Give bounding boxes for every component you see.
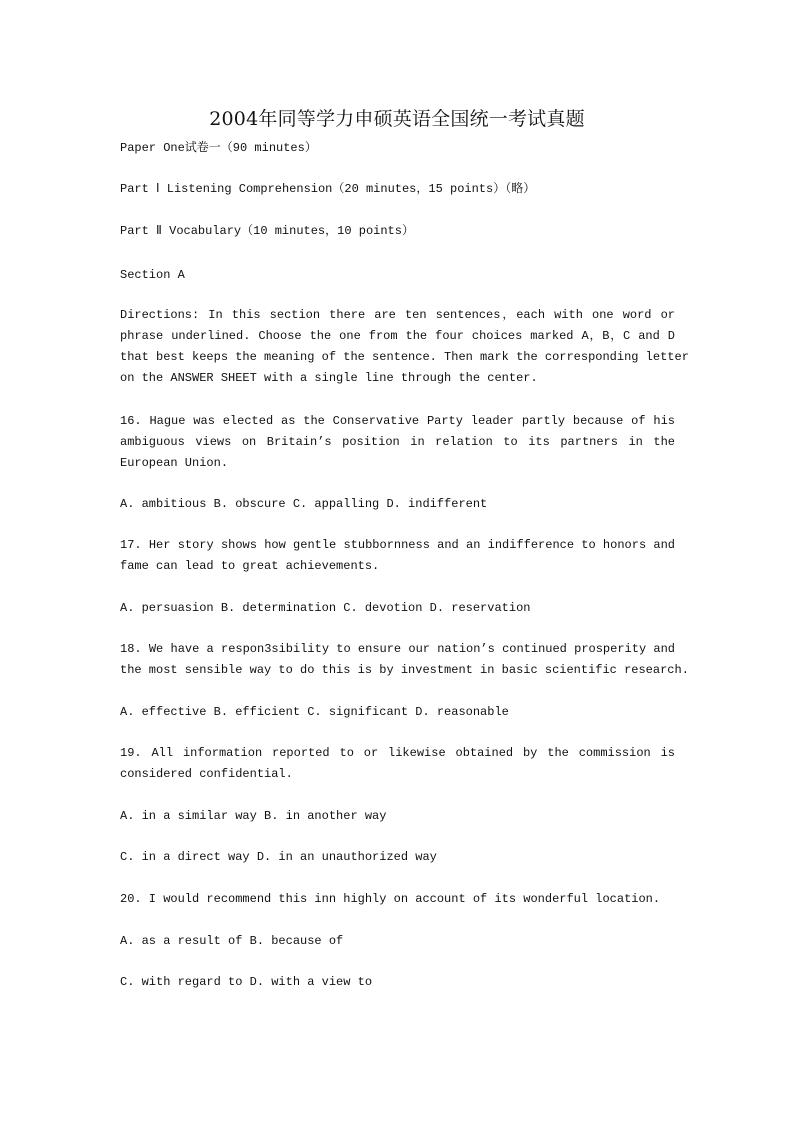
- question-18-options: A. effective B. efficient C. significant D. reasonable: [120, 705, 509, 719]
- paper-heading: Paper One试卷一（90 minutes）: [120, 141, 317, 155]
- directions-line: that best keeps the meaning of the sentence. Then mark the corresponding letter: [120, 350, 689, 364]
- directions-line: Directions: In this section there are ten sentences，each with one word or: [120, 308, 675, 322]
- question-19: [120, 743, 675, 785]
- question-20: [120, 889, 675, 910]
- question-19-options-ab: A. in a similar way B. in another way: [120, 809, 387, 823]
- question-20-options-ab: A. as a result of B. because of: [120, 934, 344, 948]
- part-two-heading: Part Ⅱ Vocabulary（10 minutes，10 points）: [120, 224, 414, 238]
- question-19-options-cd: C. in a direct way D. in an unauthorized way: [120, 850, 437, 864]
- question-line: 19. All information reported to or likewise obtained by the commission is: [120, 746, 675, 760]
- page-title: 2004年同等学力申硕英语全国统一考试真题: [209, 108, 585, 130]
- question-line: 16. Hague was elected as the Conservative Party leader partly because of his: [120, 414, 675, 428]
- directions-line: phrase underlined. Choose the one from the four choices marked A，B，C and D: [120, 329, 675, 343]
- question-line: considered confidential.: [120, 767, 293, 781]
- part-one-heading: Part Ⅰ Listening Comprehension（20 minutes，15 points）（略）: [120, 182, 536, 196]
- section-heading: Section A: [120, 268, 185, 282]
- question-17: [120, 535, 675, 577]
- directions-line: on the ANSWER SHEET with a single line through the center.: [120, 371, 538, 385]
- directions-paragraph: [120, 305, 689, 389]
- question-line: fame can lead to great achievements.: [120, 559, 380, 573]
- question-16-options: A. ambitious B. obscure C. appalling D. indifferent: [120, 497, 488, 511]
- question-16: [120, 411, 675, 474]
- question-line: 20. I would recommend this inn highly on account of its wonderful location.: [120, 892, 661, 906]
- question-line: 17. Her story shows how gentle stubbornness and an indifference to honors and: [120, 538, 675, 552]
- question-line: the most sensible way to do this is by investment in basic scientific research.: [120, 663, 689, 677]
- question-18: [120, 639, 689, 681]
- question-line: ambiguous views on Britain’s position in relation to its partners in the: [120, 435, 675, 449]
- question-line: 18. We have a respon3sibility to ensure our nation’s continued prosperity and: [120, 642, 675, 656]
- question-20-options-cd: C. with regard to D. with a view to: [120, 975, 373, 989]
- question-17-options: A. persuasion B. determination C. devotion D. reservation: [120, 601, 531, 615]
- question-line: European Union.: [120, 456, 229, 470]
